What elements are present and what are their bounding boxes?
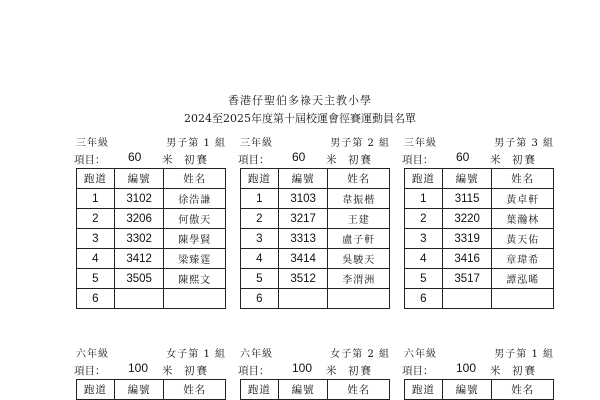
group-header [236,345,394,361]
number-header: 編號 [114,169,164,189]
table-row [77,249,226,269]
number-cell: 3102 [114,189,164,209]
number-cell: 3414 [278,249,328,269]
number-cell: 3416 [442,249,492,269]
event-line [400,361,558,379]
lane-table [240,379,390,400]
item-label: 項目： [402,365,434,377]
name-header: 姓名 [164,380,226,400]
lane-header: 跑道 [77,380,115,400]
table-row [405,289,554,309]
name-cell: 徐浩謙 [164,189,226,209]
name-cell [164,289,226,309]
stage-label: 初賽 [184,365,209,377]
table-header-row [77,380,226,400]
table-row [405,269,554,289]
stage-label: 初賽 [184,154,209,166]
race-group [400,345,558,400]
distance-value: 60 [292,150,306,164]
item-label: 項目： [238,365,270,377]
number-cell: 3412 [114,249,164,269]
name-cell: 吳駿天 [328,249,390,269]
name-header: 姓名 [328,169,390,189]
lane-cell: 5 [241,269,279,289]
table-row [241,189,390,209]
name-cell: 黃卓軒 [492,189,554,209]
lane-cell: 2 [77,209,115,229]
number-header: 編號 [278,380,328,400]
event-title: 2024至2025年度第十屆校運會徑賽運動員名單 [184,112,416,125]
event-line [236,361,394,379]
number-cell: 3220 [442,209,492,229]
stage-label: 初賽 [512,154,537,166]
lane-cell: 2 [241,209,279,229]
table-row [241,229,390,249]
number-cell: 3319 [442,229,492,249]
lane-cell: 1 [241,189,279,209]
distance-value: 100 [456,361,477,375]
number-cell [278,289,328,309]
number-header: 編號 [114,380,164,400]
group-header [400,134,558,150]
number-cell: 3115 [442,189,492,209]
group-label: 男子第 3 組 [494,138,554,149]
table-row [77,209,226,229]
name-cell [328,289,390,309]
event-line [400,150,558,168]
lane-cell: 3 [77,229,115,249]
item-label: 項目： [74,365,106,377]
group-header [400,345,558,361]
name-cell: 譚泓晞 [492,269,554,289]
number-header: 編號 [278,169,328,189]
race-group [72,345,230,400]
unit-label: 米 [326,154,337,166]
table-header-row [77,169,226,189]
table-row [77,269,226,289]
name-cell: 李渭洲 [328,269,390,289]
lane-table [76,379,226,400]
lane-cell: 6 [405,289,443,309]
lane-cell: 4 [405,249,443,269]
group-label: 女子第 2 組 [330,349,390,360]
lane-header: 跑道 [77,169,115,189]
item-label: 項目： [74,154,106,166]
event-line [72,150,230,168]
unit-label: 米 [162,154,173,166]
number-cell: 3206 [114,209,164,229]
group-label: 女子第 1 組 [166,349,226,360]
table-row [405,229,554,249]
grade-label: 三年級 [404,138,437,149]
event-line [72,361,230,379]
name-cell [492,289,554,309]
item-label: 項目： [238,154,270,166]
name-cell: 黃天佑 [492,229,554,249]
table-row [405,249,554,269]
number-cell [114,289,164,309]
unit-label: 米 [326,365,337,377]
unit-label: 米 [162,365,173,377]
grade-label: 六年級 [404,349,437,360]
lane-header: 跑道 [241,380,279,400]
unit-label: 米 [490,365,501,377]
lane-cell: 5 [77,269,115,289]
name-cell: 王建 [328,209,390,229]
lane-cell: 2 [405,209,443,229]
stage-label: 初賽 [348,154,373,166]
lane-cell: 3 [241,229,279,249]
group-header [72,345,230,361]
table-row [405,189,554,209]
lane-header: 跑道 [405,169,443,189]
grade-label: 六年級 [240,349,273,360]
distance-value: 100 [292,361,313,375]
table-row [241,209,390,229]
stage-label: 初賽 [512,365,537,377]
lane-cell: 1 [405,189,443,209]
distance-value: 100 [128,361,149,375]
table-row [405,209,554,229]
event-line [236,150,394,168]
school-name: 香港仔聖伯多祿天主教小學 [228,94,372,107]
name-header: 姓名 [328,380,390,400]
race-group [72,134,230,309]
lane-cell: 5 [405,269,443,289]
number-cell: 3505 [114,269,164,289]
name-header: 姓名 [492,169,554,189]
name-cell: 韋振楷 [328,189,390,209]
group-header [236,134,394,150]
name-cell: 章瑋希 [492,249,554,269]
lane-cell: 1 [77,189,115,209]
unit-label: 米 [490,154,501,166]
name-cell: 陳學賢 [164,229,226,249]
lane-cell: 6 [77,289,115,309]
table-row [241,269,390,289]
distance-value: 60 [456,150,470,164]
race-group [400,134,558,309]
table-header-row [405,169,554,189]
name-cell: 陳熙文 [164,269,226,289]
lane-cell: 6 [241,289,279,309]
table-row [77,189,226,209]
group-label: 男子第 1 組 [494,349,554,360]
table-row [77,229,226,249]
lane-header: 跑道 [241,169,279,189]
stage-label: 初賽 [348,365,373,377]
grade-label: 三年級 [240,138,273,149]
lane-table [404,379,554,400]
item-label: 項目： [402,154,434,166]
table-row [241,289,390,309]
name-cell: 梁臻霆 [164,249,226,269]
lane-table [240,168,390,309]
number-header: 編號 [442,380,492,400]
lane-table [404,168,554,309]
table-header-row [241,380,390,400]
grade-label: 六年級 [76,349,109,360]
number-cell [442,289,492,309]
number-cell: 3517 [442,269,492,289]
race-group [236,345,394,400]
number-cell: 3103 [278,189,328,209]
table-header-row [241,169,390,189]
group-label: 男子第 1 組 [166,138,226,149]
name-header: 姓名 [492,380,554,400]
name-cell: 葉瀚林 [492,209,554,229]
distance-value: 60 [128,150,142,164]
table-row [77,289,226,309]
group-header [72,134,230,150]
number-cell: 3313 [278,229,328,249]
lane-cell: 4 [241,249,279,269]
lane-header: 跑道 [405,380,443,400]
table-header-row [405,380,554,400]
lane-table [76,168,226,309]
number-cell: 3302 [114,229,164,249]
number-header: 編號 [442,169,492,189]
number-cell: 3512 [278,269,328,289]
number-cell: 3217 [278,209,328,229]
group-label: 男子第 2 組 [330,138,390,149]
name-cell: 盧子軒 [328,229,390,249]
lane-cell: 3 [405,229,443,249]
table-row [241,249,390,269]
lane-cell: 4 [77,249,115,269]
name-header: 姓名 [164,169,226,189]
grade-label: 三年級 [76,138,109,149]
race-group [236,134,394,309]
name-cell: 何傲天 [164,209,226,229]
